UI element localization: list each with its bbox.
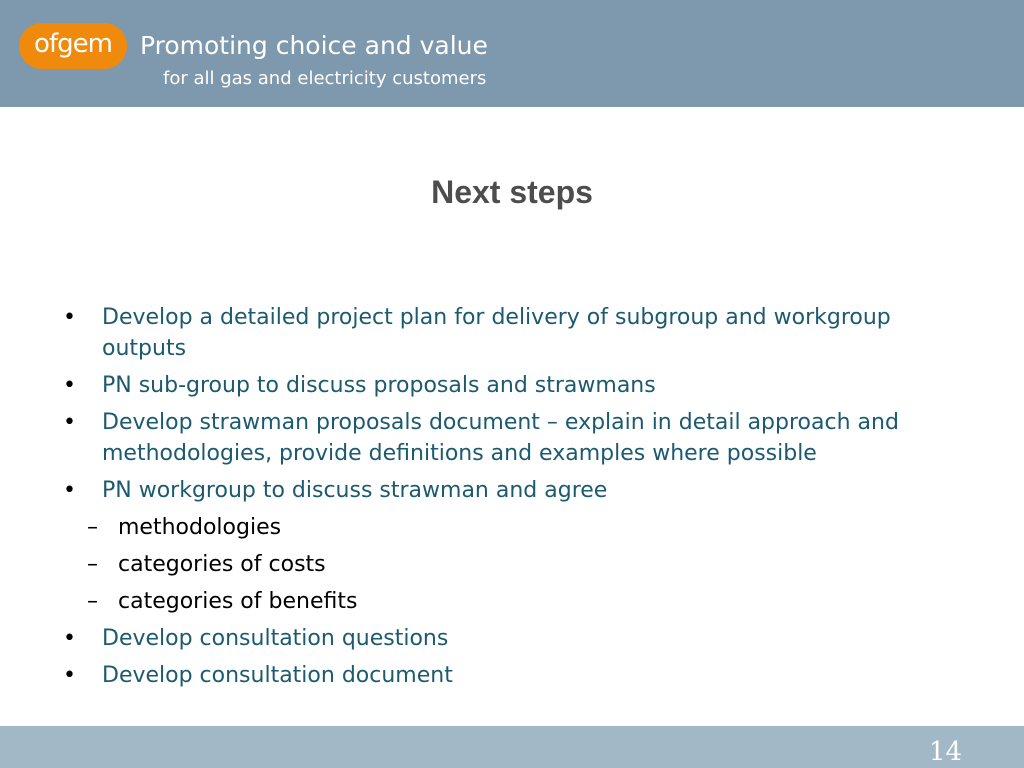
bullet-text: Develop consultation questions [102, 626, 449, 651]
bullet-text: Develop consultation document [102, 663, 453, 688]
bullet-item [60, 407, 960, 469]
ofgem-logo [19, 23, 127, 69]
bullet-marker: • [63, 626, 76, 651]
bullet-item [60, 475, 960, 617]
tagline: Promoting choice and value [140, 31, 488, 60]
sub-bullet-marker: – [87, 589, 98, 614]
sub-bullet-text: categories of costs [118, 552, 326, 577]
bullet-text: PN sub-group to discuss proposals and strawmans [102, 373, 656, 398]
sub-bullet-text: categories of benefits [118, 589, 358, 614]
footer-bar [0, 726, 1024, 768]
bullet-list [60, 302, 960, 697]
sub-bullet-item [74, 549, 960, 580]
bullet-marker: • [63, 478, 76, 503]
logo-text: ofgem [34, 29, 112, 59]
sub-bullet-marker: – [87, 552, 98, 577]
bullet-marker: • [63, 663, 76, 688]
bullet-text: PN workgroup to discuss strawman and agree [102, 478, 608, 503]
header-banner [0, 0, 1024, 107]
bullet-item [60, 370, 960, 401]
bullet-marker: • [63, 410, 76, 435]
bullet-marker: • [63, 373, 76, 398]
bullet-text: Develop strawman proposals document – explain in detail approach and methodologies, provide definitions and examples where possible [102, 410, 899, 466]
sub-bullet-text: methodologies [118, 515, 282, 540]
sub-bullet-item [74, 512, 960, 543]
sub-bullet-list [87, 512, 960, 617]
bullet-text: Develop a detailed project plan for delivery of subgroup and workgroup outputs [102, 305, 891, 361]
sub-bullet-marker: – [87, 515, 98, 540]
slide-title: Next steps [431, 174, 593, 210]
page-number: 14 [928, 737, 962, 767]
bullet-item [60, 302, 960, 364]
sub-bullet-item [74, 586, 960, 617]
bullet-item [60, 623, 960, 654]
bullet-marker: • [63, 305, 76, 330]
tagline-subtitle: for all gas and electricity customers [163, 68, 487, 89]
bullet-item [60, 660, 960, 691]
